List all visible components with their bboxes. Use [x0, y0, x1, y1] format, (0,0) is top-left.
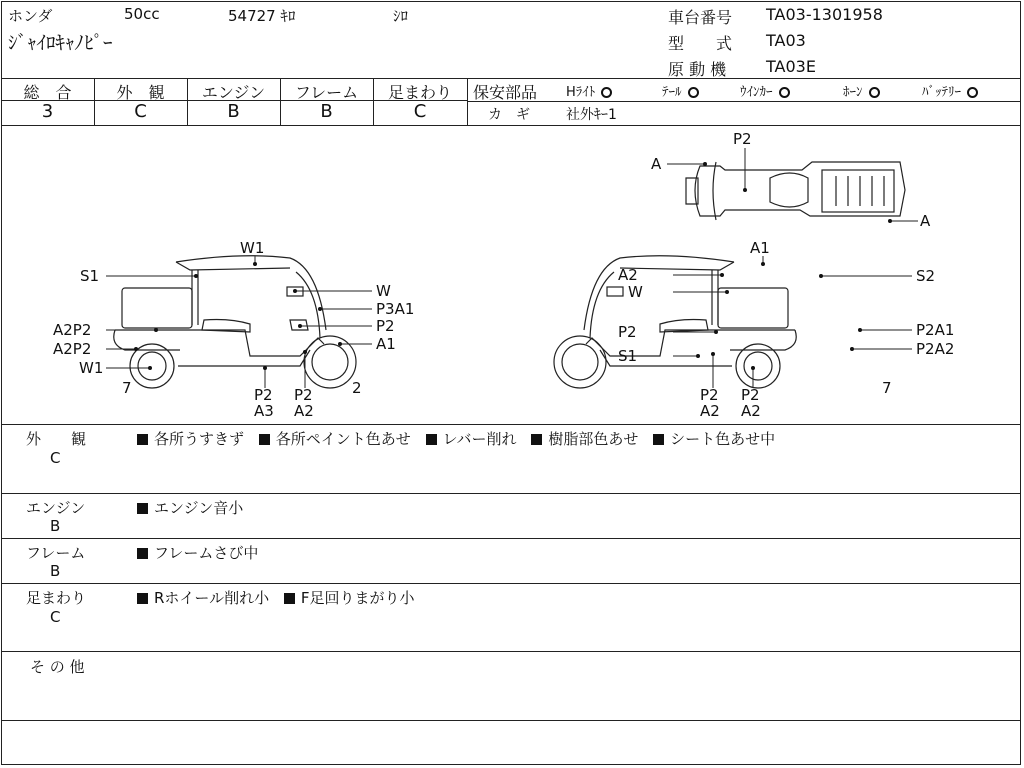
- bullet-square-icon: [531, 434, 542, 445]
- remark-label-engine: エンジン: [26, 499, 86, 517]
- damage-label: A1: [750, 239, 770, 257]
- bullet-square-icon: [137, 503, 148, 514]
- chassis-value: TA03-1301958: [766, 5, 883, 24]
- leaders-right: [673, 256, 912, 388]
- damage-label: A2: [294, 402, 314, 420]
- bullet-square-icon: [284, 593, 295, 604]
- vehicle-diagram: [0, 126, 1024, 424]
- divider: [1, 651, 1021, 652]
- damage-label: W: [628, 283, 643, 301]
- ok-mark-icon: [869, 87, 880, 98]
- damage-label: A1: [376, 335, 396, 353]
- divider: [1, 78, 1021, 79]
- divider: [1, 424, 1021, 425]
- remark-grade-suspension: C: [50, 608, 61, 626]
- damage-label: A2: [741, 402, 761, 420]
- model-name: ｼﾞｬｲﾛｷｬﾉﾋﾟｰ: [8, 32, 113, 54]
- remark-grade-exterior: C: [50, 449, 61, 467]
- damage-label: P3A1: [376, 300, 415, 318]
- damage-label: A: [920, 212, 931, 230]
- remark-items-frame: フレームさび中: [137, 542, 258, 563]
- bullet-square-icon: [653, 434, 664, 445]
- labels-top: [651, 130, 931, 230]
- remark-grade-engine: B: [50, 517, 61, 535]
- damage-label: P2: [618, 323, 637, 341]
- remark-label-exterior: 外 観: [26, 430, 87, 448]
- damage-label: P2: [741, 386, 760, 404]
- displacement: 50cc: [124, 5, 160, 23]
- bullet-square-icon: [426, 434, 437, 445]
- ok-mark-icon: [967, 87, 978, 98]
- grade-header-overall: 総 合: [23, 83, 72, 102]
- leaders-left: [106, 256, 372, 388]
- type-value: TA03: [766, 31, 806, 50]
- grade-header-engine: エンジン: [201, 83, 266, 102]
- safety-horn: ﾎｰﾝ: [843, 81, 880, 100]
- remark-items-suspension: Rホイール削れ小 F足回りまがり小: [137, 587, 415, 608]
- safety-tail: ﾃｰﾙ: [662, 81, 699, 100]
- divider: [467, 101, 1021, 102]
- grade-header-exterior: 外 観: [116, 83, 165, 102]
- damage-label: A2P2: [53, 321, 92, 339]
- grade-overall: 3: [41, 101, 54, 122]
- damage-label: 7: [882, 379, 892, 397]
- damage-label: 7: [122, 379, 132, 397]
- damage-label: W1: [240, 239, 265, 257]
- damage-label: P2A2: [916, 340, 955, 358]
- remark-label-other: そ の 他: [30, 658, 85, 676]
- divider: [1, 720, 1021, 721]
- maker: ホンダ: [8, 7, 53, 25]
- damage-label: P2: [733, 130, 752, 148]
- bullet-square-icon: [137, 593, 148, 604]
- grade-exterior: C: [134, 101, 147, 122]
- damage-label: S2: [916, 267, 936, 285]
- divider: [467, 78, 468, 125]
- damage-label: W: [376, 282, 391, 300]
- grade-engine: B: [227, 101, 240, 122]
- chassis-label: 車台番号: [668, 8, 733, 27]
- grade-header-frame: フレーム: [294, 83, 359, 102]
- ok-mark-icon: [688, 87, 699, 98]
- remark-label-frame: フレーム: [26, 544, 86, 562]
- key-label: カ ギ: [488, 107, 530, 123]
- markers-left: [134, 262, 342, 370]
- key-value: 社外ｷｰ1: [566, 107, 617, 123]
- safety-winker: ｳｲﾝｶｰ: [740, 81, 790, 100]
- damage-label: W1: [79, 359, 104, 377]
- damage-label: P2: [294, 386, 313, 404]
- top-view: [686, 162, 905, 220]
- safety-label: 保安部品: [473, 83, 538, 102]
- safety-headlight: Hﾗｲﾄ: [566, 81, 612, 100]
- remark-grade-frame: B: [50, 562, 61, 580]
- mileage: 54727 ｷﾛ: [228, 7, 296, 25]
- damage-label: A: [651, 155, 662, 173]
- damage-label: P2: [376, 317, 395, 335]
- bullet-square-icon: [259, 434, 270, 445]
- divider: [1, 583, 1021, 584]
- engine-model-label: 原 動 機: [668, 60, 727, 79]
- remark-items-engine: エンジン音小: [137, 497, 243, 518]
- engine-model-value: TA03E: [766, 57, 816, 76]
- damage-label: P2: [700, 386, 719, 404]
- damage-label: A2: [618, 266, 638, 284]
- ok-mark-icon: [779, 87, 790, 98]
- ok-mark-icon: [601, 87, 612, 98]
- type-label: 型 式: [668, 34, 733, 53]
- safety-battery: ﾊﾞｯﾃﾘｰ: [922, 81, 978, 100]
- grade-header-suspension: 足まわり: [387, 83, 452, 102]
- damage-label: A2: [700, 402, 720, 420]
- bullet-square-icon: [137, 434, 148, 445]
- damage-label: S1: [618, 347, 638, 365]
- remark-items-exterior: 各所うすきず 各所ペイント色あせ レバー削れ 樹脂部色あせ シート色あせ中: [137, 428, 775, 449]
- divider: [1, 538, 1021, 539]
- damage-label: P2A1: [916, 321, 955, 339]
- bullet-square-icon: [137, 548, 148, 559]
- markers-top: [703, 162, 892, 223]
- damage-label: S1: [80, 267, 100, 285]
- damage-label: 2: [352, 379, 362, 397]
- grade-frame: B: [320, 101, 333, 122]
- markers-right: [696, 262, 862, 370]
- color: ｼﾛ: [393, 7, 409, 25]
- remark-label-suspension: 足まわり: [26, 589, 87, 607]
- grade-suspension: C: [413, 101, 427, 122]
- damage-label: P2: [254, 386, 273, 404]
- damage-label: A2P2: [53, 340, 92, 358]
- damage-label: A3: [254, 402, 274, 420]
- side-view-right: [554, 256, 796, 388]
- divider: [1, 493, 1021, 494]
